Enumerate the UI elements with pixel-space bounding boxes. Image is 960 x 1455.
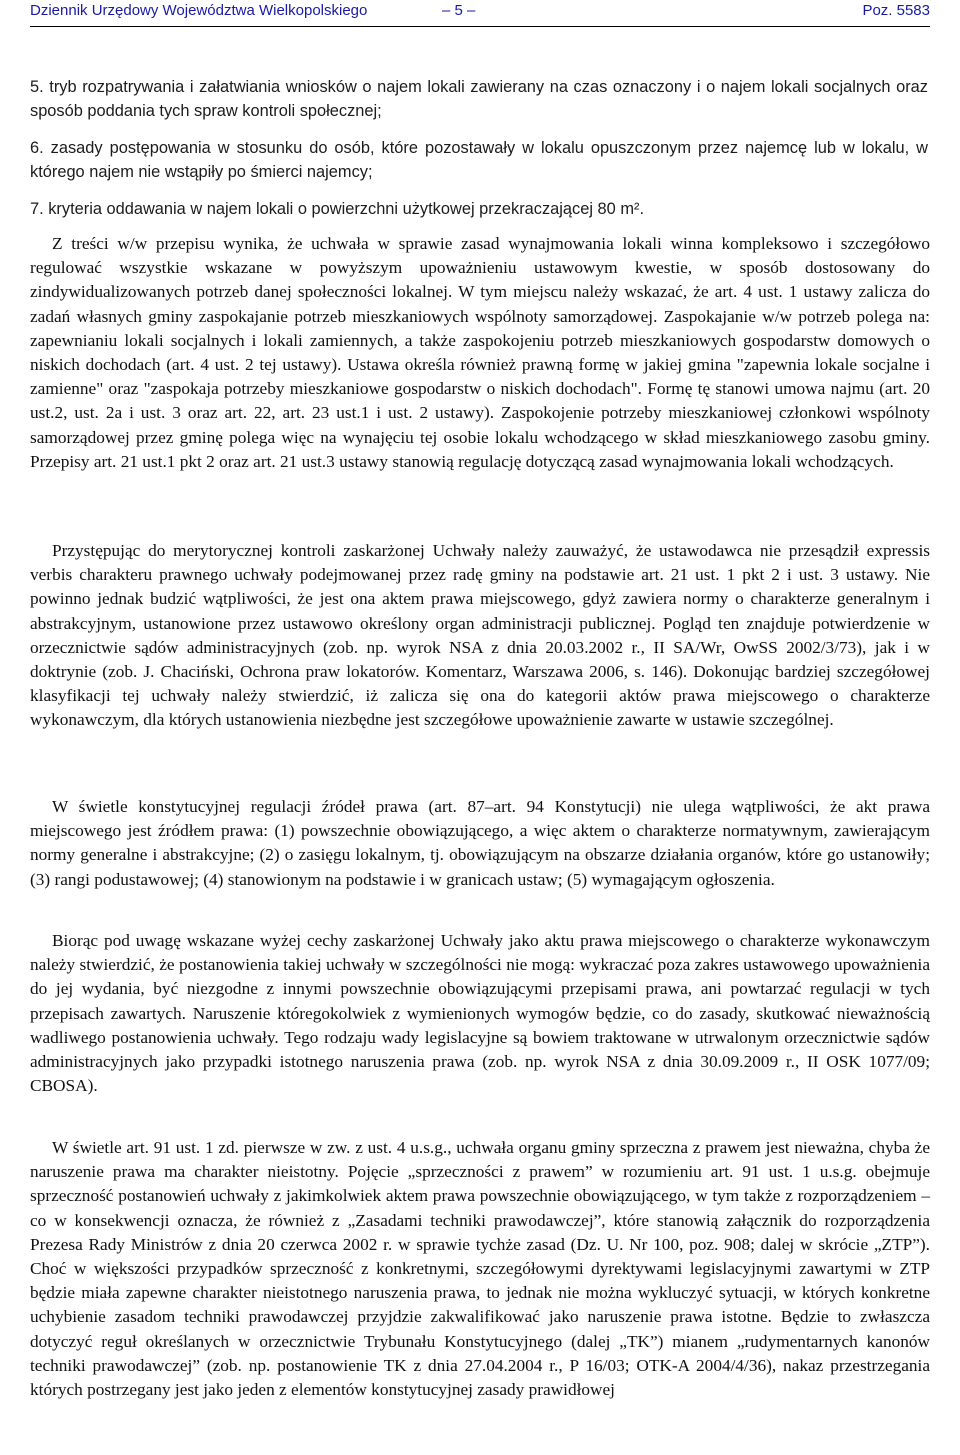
paragraph-5: W świetle art. 91 ust. 1 zd. pierwsze w zw. z ust. 4 u.s.g., uchwała organu gminy sprzeczna z prawem jest nieważna, chyba że naruszenie prawa ma charakter nieistotny. Pojęcie „sprzeczności z prawem” w rozumieniu art. 91 ust. 1 u.s.g. obejmuje sprzeczność postanowień uchwały z jakimkolwiek aktem prawa powszechnie obowiązującego, w tym także z rozporządzeniem – co w konsekwencji oznacza, że również z „Zasadami techniki prawodawczej”, które stanowią załącznik do rozporządzenia Prezesa Rady Ministrów z dnia 20 czerwca 2002 r. w sprawie tychże zasad (Dz. U. Nr 100, poz. 908; dalej w skrócie „ZTP”). Choć w większości przypadków sprzeczność z konkretnymi, szczegółowymi dyrektywami legislacyjnymi zawartymi w ZTP będzie miała zapewne charakter nieistotnego naruszenia prawa, to jednak nie można wykluczyć sytuacji, w których konkretne uchybienie zasadom techniki prawodawczej przyjdzie zakwalifikować jako naruszenie prawa istotne. Będzie to zwłaszcza dotyczyć reguł określanych w orzecznictwie Trybunału Konstytucyjnego (dalej „TK”) mianem „rudymentarnych kanonów techniki prawodawczej” (zob. np. postanowienie TK z dnia 27.04.2004 r., P 16/03; OTK-A 2004/4/36), nakaz przestrzegania których postrzegany jest jako jeden z elementów konstytucyjnej zasady prawidłowej	[30, 1138, 930, 1400]
page-header	[30, 0, 930, 27]
position-number: Poz. 5583	[862, 2, 930, 19]
paragraph-1: Z treści w/w przepisu wynika, że uchwała w sprawie zasad wynajmowania lokali winna kompleksowo i szczegółowo regulować wszystkie wskazane w powyższym upoważnieniu ustawowym kwestie, w sposób dostosowany do zindywidualizowanych potrzeb danej społeczności lokalnej. W tym miejscu należy wskazać, że art. 4 ust. 1 ustawy zalicza do zadań własnych gminy zaspokajanie potrzeb mieszkaniowych wspólnoty samorządowej. Zaspokajanie w/w potrzeb polega na: zapewnianiu lokali socjalnych i lokali zamiennych, a także zaspokojeniu potrzeb mieszkaniowych gospodarstw domowych o niskich dochodach (art. 4 ust. 2 tej ustawy). Ustawa określa również prawną formę w jakiej gmina "zapewnia lokale socjalne i zamienne" oraz "zaspokaja potrzeby mieszkaniowe gospodarstw o niskich dochodach". Formę tę stanowi umowa najmu (art. 20 ust.2, ust. 2a i ust. 3 oraz art. 22, art. 23 ust.1 i ust. 2 ustawy). Zaspokojenie potrzeby mieszkaniowej członkowi wspólnoty samorządowej przez gminę polega więc na wynajęciu tej osobie lokalu wchodzącego w skład mieszkaniowego zasobu gminy. Przepisy art. 21 ust.1 pkt 2 oraz art. 21 ust.3 ustawy stanowią regulację dotyczącą zasad wynajmowania lokali wchodzących.	[30, 234, 930, 471]
list-item-6: 6. zasady postępowania w stosunku do osób, które pozostawały w lokalu opuszczonym przez najemcę lub w lokalu, w którego najem nie wstąpiły po śmierci najemcy;	[30, 139, 928, 181]
list-item-7: 7. kryteria oddawania w najem lokali o powierzchni użytkowej przekraczającej 80 m².	[30, 200, 645, 218]
paragraph-2: Przystępując do merytorycznej kontroli zaskarżonej Uchwały należy zauważyć, że ustawodawca nie przesądził expressis verbis charakteru prawnego uchwały podejmowanej przez radę gminy na podstawie art. 21 ust. 1 pkt 2 i ust. 3 ustawy. Nie powinno jednak budzić wątpliwości, że jest ona aktem prawa miejscowego, gdyż zawiera normy o charakterze generalnym i abstrakcyjnym, ustanowione przez ustawowo określony organ administracji publicznej. Pogląd ten znajduje potwierdzenie w orzecznictwie sądów administracyjnych (zob. np. wyrok NSA z dnia 20.03.2002 r., II SA/Wr, OwSS 2002/3/73), jak i w doktrynie (zob. J. Chaciński, Ochrona praw lokatorów. Komentarz, Warszawa 2006, s. 146). Dokonując bardziej szczegółowej klasyfikacji tej uchwały należy stwierdzić, iż zalicza się ona do kategorii aktów prawa miejscowego o charakterze wykonawczym, dla których ustanowienia niezbędne jest szczegółowe upoważnienie zawarte w ustawie szczególnej.	[30, 541, 930, 730]
paragraph-4: Biorąc pod uwagę wskazane wyżej cechy zaskarżonej Uchwały jako aktu prawa miejscowego o charakterze wykonawczym należy stwierdzić, że postanowienia takiej uchwały w szczególności nie mogą: wykraczać poza zakres ustawowego upoważnienia do jej wydania, być niezgodne z innymi powszechnie obowiązującymi przepisami prawa, ani powtarzać regulacji w tych przepisach zawartych. Naruszenie któregokolwiek z wymienionych wymogów będzie, co do zasady, skutkować nieważnością wadliwego postanowienia uchwały. Tego rodzaju wady legislacyjne są bowiem traktowane w utrwalonym orzecznictwie sądów administracyjnych jako przypadki istotnego naruszenia prawa (zob. np. wyrok NSA z dnia 30.09.2009 r., II OSK 1077/09; CBOSA).	[30, 931, 930, 1096]
paragraph-3: W świetle konstytucyjnej regulacji źródeł prawa (art. 87–art. 94 Konstytucji) nie ulega wątpliwości, że akt prawa miejscowego jest źródłem prawa: (1) powszechnie obowiązującego, a więc aktem o charakterze normatywnym, zawierającym normy generalne i abstrakcyjne; (2) o zasięgu lokalnym, tj. obowiązującym na obszarze działania organów, które go ustanowiły; (3) rangi podustawowej; (4) stanowionym na podstawie i w granicach ustaw; (5) wymagającym ogłoszenia.	[30, 797, 930, 889]
list-item-5: 5. tryb rozpatrywania i załatwiania wniosków o najem lokali zawierany na czas oznaczony i o najem lokali socjalnych oraz sposób poddania tych spraw kontroli społecznej;	[30, 78, 928, 120]
page-number: – 5 –	[442, 2, 476, 19]
journal-title: Dziennik Urzędowy Województwa Wielkopolskiego	[30, 2, 368, 19]
